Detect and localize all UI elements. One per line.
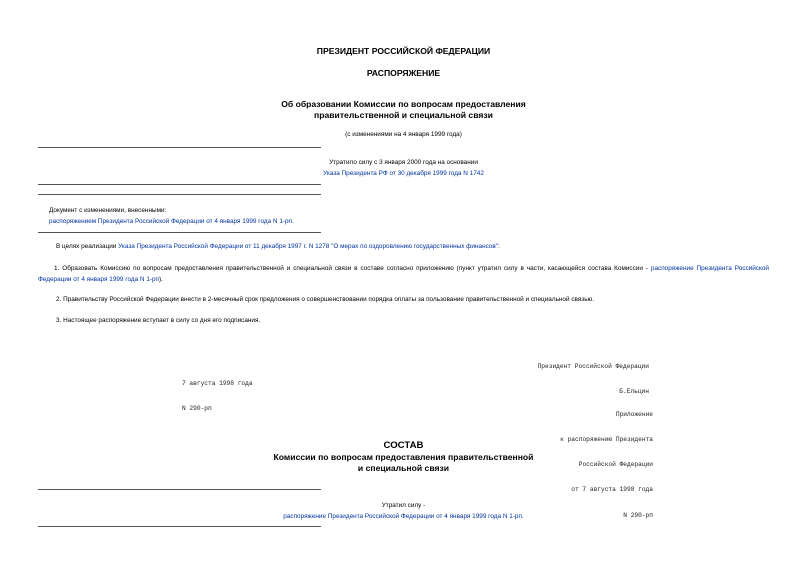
divider [38, 147, 321, 148]
appendix-line1: Приложение [615, 410, 653, 418]
intro-prefix: В целях реализации [56, 243, 119, 250]
validity-text: Утратило силу с 3 января 2000 года на основании [329, 159, 478, 166]
composition-subtitle-line2: и специальной связи [357, 463, 450, 473]
paragraph-3: 3. Настоящее распоряжение вступает в силу со дня его подписания. [56, 317, 261, 324]
divider [38, 489, 321, 490]
doc-type-heading: РАСПОРЯЖЕНИЕ [366, 68, 441, 78]
signature-date: 7 августа 1998 года [182, 379, 253, 387]
divider [38, 184, 321, 185]
paragraph-2: 2. Правительству Российской Федерации внести в 2-месячный срок предложения о совершенствовании порядка оплаты за пользование правительственной и специальной связью. [56, 296, 595, 303]
signature-position: Президент Российской Федерации [537, 362, 649, 370]
appendix-line3: Российской Федерации [578, 461, 653, 469]
doc-title [0, 99, 807, 121]
composition-void-label: Утратил силу - [381, 502, 426, 509]
divider [38, 194, 321, 195]
signature-number: N 290-рп [182, 405, 212, 413]
changes-note: (с изменениями на 4 января 1999 года) [345, 131, 462, 138]
amendments-label: Документ с изменениями, внесенными: [49, 207, 167, 214]
appendix-line2: к распоряжению Президента [560, 436, 653, 444]
doc-title-line1: Об образовании Комиссии по вопросам предоставления [281, 99, 526, 109]
appendix-line5: N 290-рп [623, 511, 653, 519]
composition-void-link[interactable]: распоряжение Президента Российской Федерации от 4 января 1999 года N 1-рп. [283, 513, 524, 520]
intro-decree-link[interactable]: Указа Президента Российской Федерации от 11 декабря 1997 г. N 1278 "О мерах по оздоровлению государственных финансов" [118, 243, 499, 250]
composition-subtitle-line1: Комиссии по вопросам предоставления правительственной [273, 452, 534, 462]
issuer-heading: ПРЕЗИДЕНТ РОССИЙСКОЙ ФЕДЕРАЦИИ [316, 46, 491, 56]
paragraph-1 [38, 264, 769, 285]
divider [38, 232, 321, 233]
paragraph-1-suffix: ). [159, 275, 163, 283]
signature-date-block [182, 363, 253, 422]
amendments-link[interactable]: распоряжением Президента Российской Федерации от 4 января 1999 года N 1-рп. [49, 218, 294, 225]
divider [38, 526, 321, 527]
composition-subtitle [0, 452, 807, 474]
doc-title-line2: правительственной и специальной связи [314, 110, 493, 120]
paragraph-1-link[interactable]: распоряжение Президента Российской Федерации от 4 января 1999 года N 1-рп [38, 265, 769, 283]
signature-name: Б.Ельцин [619, 388, 649, 396]
composition-title: СОСТАВ [383, 440, 424, 451]
validity-link[interactable]: Указа Президента РФ от 30 декабря 1999 года N 1742 [323, 170, 484, 177]
paragraph-1-text: 1. Образовать Комиссию по вопросам предоставления правительственной и специальной связи в составе согласно приложению (пункт утратил силу в части, касающейся состава Комиссии - [54, 265, 648, 272]
intro-suffix: : [498, 243, 500, 250]
intro-paragraph [56, 242, 776, 253]
appendix-line4: от 7 августа 1998 года [571, 486, 653, 494]
